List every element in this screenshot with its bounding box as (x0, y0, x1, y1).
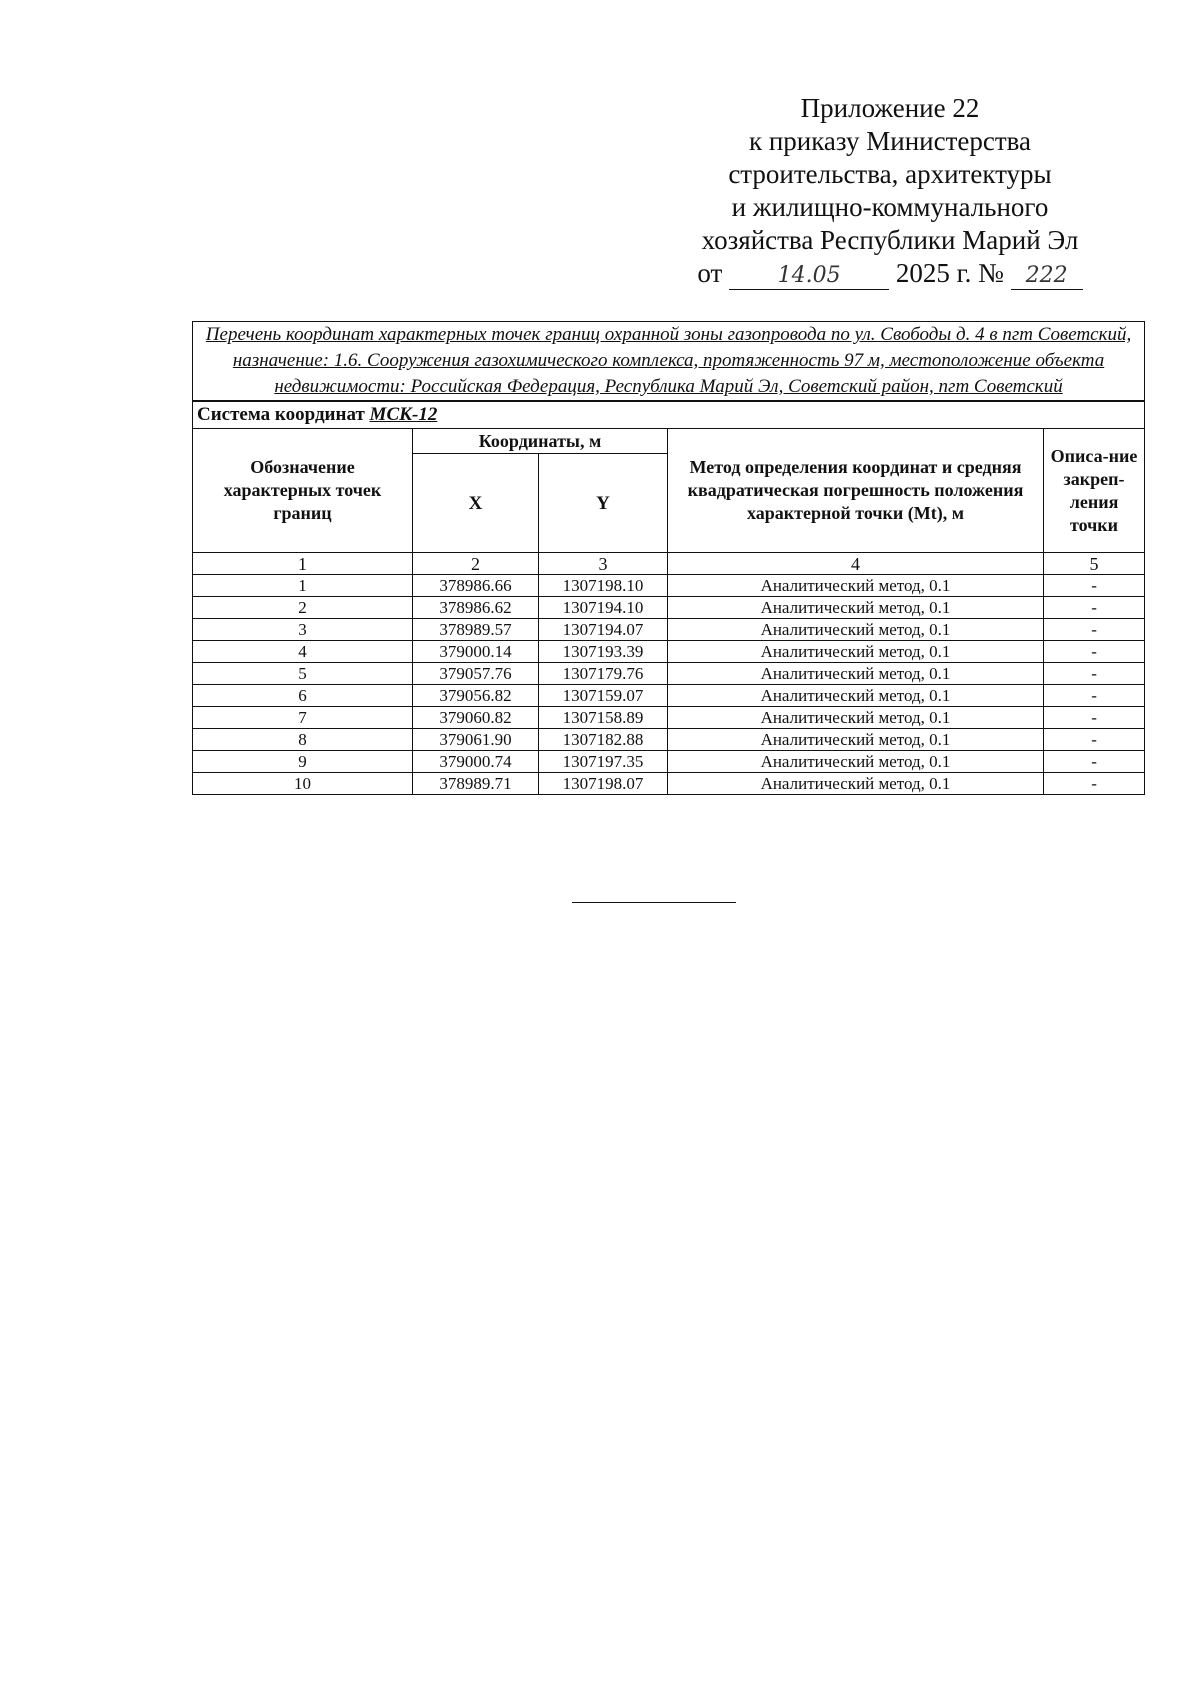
description-cell: - (1044, 685, 1145, 707)
y-cell: 1307194.10 (539, 597, 668, 619)
appendix-title: Приложение 22 (800, 93, 980, 123)
ministry-line-2: и жилищно-коммунального (731, 192, 1049, 222)
point-cell: 3 (193, 619, 413, 641)
table-row (193, 619, 1145, 641)
x-cell: 379000.14 (413, 641, 539, 663)
table-row (193, 707, 1145, 729)
table-caption: Перечень координат характерных точек границ охранной зоны газопровода по ул. Свободы д. 4 в пгт Советский, назначение: 1.6. Сооружения газохимического комплекса, протяженность 97 м, местоположение объекта недвижимости: Российская Федерация, Республика Марий Эл, Советский район, пгт Советский (193, 322, 1145, 402)
table-row (193, 685, 1145, 707)
point-cell: 5 (193, 663, 413, 685)
y-cell: 1307198.10 (539, 575, 668, 597)
y-cell: 1307159.07 (539, 685, 668, 707)
table-row (193, 751, 1145, 773)
header-description: Описа-ние закреп-ления точки (1044, 429, 1145, 553)
ministry-line-3: хозяйства Республики Марий Эл (701, 225, 1079, 255)
point-cell: 7 (193, 707, 413, 729)
order-date-line (690, 257, 1090, 290)
order-line: к приказу Министерства (748, 126, 1032, 156)
x-cell: 379060.82 (413, 707, 539, 729)
method-cell: Аналитический метод, 0.1 (668, 575, 1044, 597)
header-point: Обозначение характерных точек границ (193, 429, 413, 553)
method-cell: Аналитический метод, 0.1 (668, 685, 1044, 707)
end-divider (572, 902, 736, 903)
table-row (193, 575, 1145, 597)
method-cell: Аналитический метод, 0.1 (668, 751, 1044, 773)
description-cell: - (1044, 729, 1145, 751)
description-cell: - (1044, 751, 1145, 773)
description-cell: - (1044, 707, 1145, 729)
x-cell: 378986.66 (413, 575, 539, 597)
column-number-row (193, 553, 1145, 575)
coordinates-table (192, 321, 1145, 795)
column-number: 2 (413, 553, 539, 575)
x-cell: 379000.74 (413, 751, 539, 773)
year-number-label: 2025 г. № (895, 258, 1004, 288)
point-cell: 1 (193, 575, 413, 597)
x-cell: 378989.71 (413, 773, 539, 795)
x-cell: 379056.82 (413, 685, 539, 707)
description-cell: - (1044, 773, 1145, 795)
header-x: X (413, 454, 539, 553)
from-label: от (697, 258, 723, 288)
order-number-handwritten: 222 (1011, 263, 1083, 290)
table-body (193, 575, 1145, 795)
method-cell: Аналитический метод, 0.1 (668, 641, 1044, 663)
y-cell: 1307158.89 (539, 707, 668, 729)
column-number: 3 (539, 553, 668, 575)
y-cell: 1307182.88 (539, 729, 668, 751)
method-cell: Аналитический метод, 0.1 (668, 597, 1044, 619)
table-row (193, 773, 1145, 795)
x-cell: 379061.90 (413, 729, 539, 751)
description-cell: - (1044, 641, 1145, 663)
x-cell: 379057.76 (413, 663, 539, 685)
coordinate-system-label: Система координат (197, 404, 365, 425)
coordinate-system-row (193, 401, 1145, 429)
order-date-handwritten: 14.05 (729, 263, 889, 290)
method-cell: Аналитический метод, 0.1 (668, 773, 1044, 795)
point-cell: 8 (193, 729, 413, 751)
y-cell: 1307179.76 (539, 663, 668, 685)
y-cell: 1307197.35 (539, 751, 668, 773)
table-row (193, 729, 1145, 751)
x-cell: 378986.62 (413, 597, 539, 619)
appendix-header (690, 92, 1090, 290)
point-cell: 4 (193, 641, 413, 663)
column-number: 4 (668, 553, 1044, 575)
description-cell: - (1044, 575, 1145, 597)
header-method: Метод определения координат и средняя квадратическая погрешность положения характерной точки (Mt), м (668, 429, 1044, 553)
header-coordinates: Координаты, м (413, 429, 668, 454)
coordinate-system-value: МСК-12 (369, 404, 438, 425)
point-cell: 2 (193, 597, 413, 619)
y-cell: 1307198.07 (539, 773, 668, 795)
table-row (193, 597, 1145, 619)
y-cell: 1307193.39 (539, 641, 668, 663)
description-cell: - (1044, 597, 1145, 619)
method-cell: Аналитический метод, 0.1 (668, 729, 1044, 751)
point-cell: 9 (193, 751, 413, 773)
ministry-line-1: строительства, архитектуры (728, 159, 1052, 189)
method-cell: Аналитический метод, 0.1 (668, 707, 1044, 729)
table-row (193, 663, 1145, 685)
point-cell: 6 (193, 685, 413, 707)
column-number: 1 (193, 553, 413, 575)
column-number: 5 (1044, 553, 1145, 575)
description-cell: - (1044, 663, 1145, 685)
y-cell: 1307194.07 (539, 619, 668, 641)
method-cell: Аналитический метод, 0.1 (668, 619, 1044, 641)
point-cell: 10 (193, 773, 413, 795)
method-cell: Аналитический метод, 0.1 (668, 663, 1044, 685)
description-cell: - (1044, 619, 1145, 641)
header-y: Y (539, 454, 668, 553)
x-cell: 378989.57 (413, 619, 539, 641)
table-row (193, 641, 1145, 663)
